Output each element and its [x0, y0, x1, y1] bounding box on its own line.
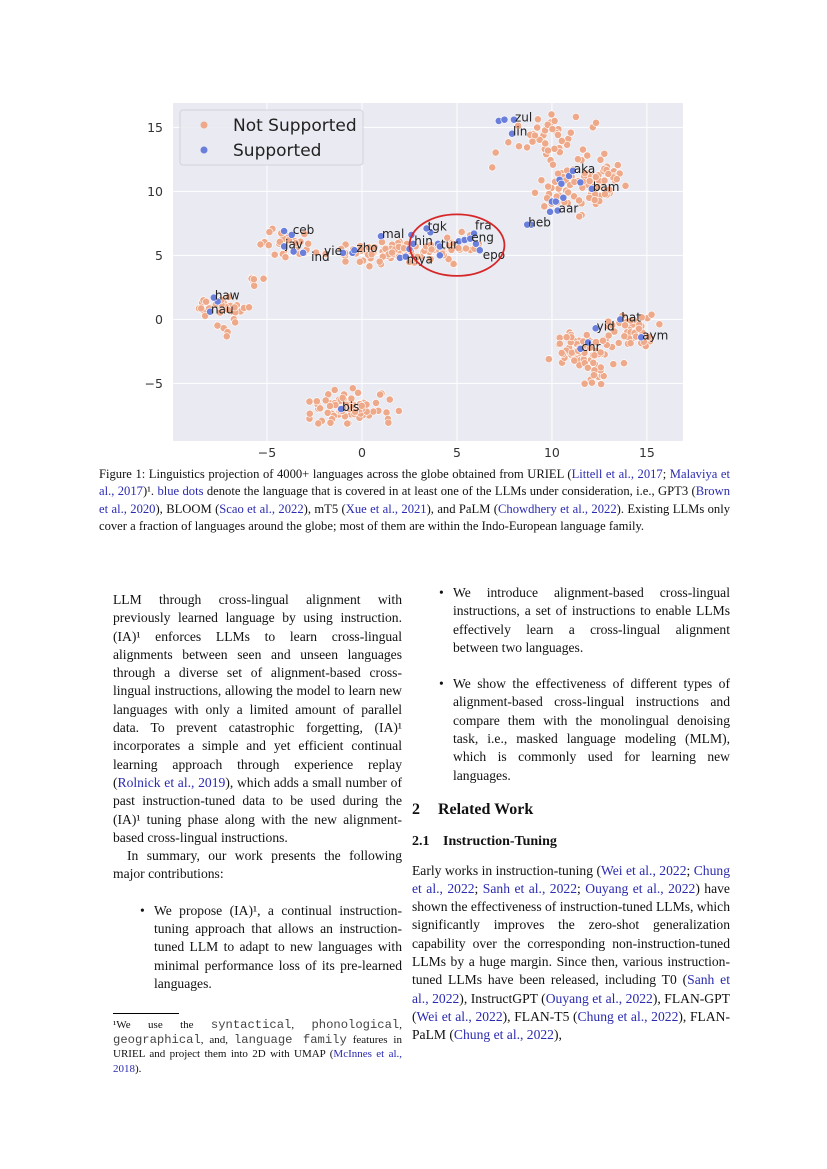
text-run: ), BLOOM ( [155, 501, 220, 516]
not-supported-point [544, 183, 551, 190]
citation-link[interactable]: McInnes et al., 2018 [113, 1048, 403, 1076]
citation-link[interactable]: Xue et al., 2021 [345, 501, 427, 516]
language-label: aka [573, 161, 596, 176]
subsection-heading [412, 833, 730, 851]
supported-point [546, 208, 553, 215]
language-label: yid [596, 319, 615, 334]
text-run: We show the effectiveness of different types of alignment-based cross-lingual instructions and compare them with the monolingual denoising task, i.e., masked language modeling (MLM), which is commonly used for learning new languages. [453, 676, 730, 783]
not-supported-point [306, 398, 313, 405]
text-run: ). Existing LLMs only cover a fraction of languages around the globe; most of them are within the Indo-European language family. [99, 501, 731, 534]
not-supported-point [282, 254, 289, 261]
not-supported-point [223, 333, 230, 340]
supported-point [281, 227, 288, 234]
x-tick-label: 5 [452, 445, 461, 460]
text-run: We introduce alignment-based cross-lingual instructions, a set of instructions to enable LLMs effectively learn a cross-lingual alignment between two languages. [453, 585, 730, 655]
language-label: aym [642, 328, 669, 343]
contribution-item [412, 584, 730, 657]
text-run: Early works in instruction-tuning ( [412, 862, 601, 878]
not-supported-point [627, 340, 634, 347]
right-column [412, 584, 730, 1045]
text-run: ; [577, 880, 586, 896]
not-supported-point [370, 408, 377, 415]
figure-caption [99, 466, 730, 536]
not-supported-point [615, 339, 622, 346]
not-supported-point [549, 125, 556, 132]
not-supported-point [571, 357, 578, 364]
language-label: mal [381, 227, 405, 242]
language-label: epo [482, 248, 506, 263]
citation-link[interactable]: Littell et al., 2017 [571, 467, 663, 481]
text-run: ), which adds a small number of past instruction-tuned data to be used during the (IA)¹ tuning phase along with the new alignment-based cross-lingual instructions. [113, 774, 402, 845]
not-supported-point [349, 385, 356, 392]
not-supported-point [232, 319, 239, 326]
text-run: ; [686, 862, 694, 878]
footnote-rule [113, 1013, 179, 1014]
x-tick-label: 15 [638, 445, 655, 460]
section-title: Related Work [438, 800, 534, 818]
not-supported-point [377, 391, 384, 398]
text-run: LLM through cross-lingual alignment with previously learned language by using instruction. (IA)¹ enforces LLMs to learn cross-lingual alignments between seen and unseen languages through a diverse set of alignment-based cross-lingual instructions, allowing the model to learn new languages with only a limited amount of parallel data. To prevent catastrophic forgetting, (IA)¹ incorporates a simple and yet efficient continual learning approach through experience replay ( [113, 592, 402, 790]
feature-name: phonological [311, 1018, 400, 1033]
section-number: 2 [412, 800, 420, 818]
not-supported-point [356, 258, 363, 265]
not-supported-point [214, 322, 221, 329]
not-supported-point [492, 149, 499, 156]
not-supported-point [622, 182, 629, 189]
language-label: lin [513, 124, 528, 139]
language-label: haw [214, 288, 240, 303]
not-supported-point [610, 361, 617, 368]
text-run: ), FLAN-T5 ( [502, 1008, 578, 1024]
text-run: , [291, 1019, 312, 1032]
not-supported-point [614, 161, 621, 168]
legend [180, 110, 363, 165]
not-supported-point [583, 331, 590, 338]
text-run: ), FLAN-PaLM ( [412, 1008, 730, 1043]
citation-link[interactable]: Chung et al., 2022 [577, 1008, 679, 1024]
text-run: Figure 1: Linguistics projection of 4000+ languages across the globe obtained from URIEL ( [99, 467, 572, 481]
not-supported-point [489, 164, 496, 171]
bullet-icon: • [439, 676, 444, 692]
not-supported-point [620, 360, 627, 367]
not-supported-point [383, 409, 390, 416]
not-supported-point [563, 334, 570, 341]
language-label: hat [621, 310, 641, 325]
text-run: denote the language that is covered in at least one of the LLMs under consideration, i.e., GPT3 ( [203, 484, 696, 499]
language-label: bam [592, 179, 620, 194]
not-supported-point [344, 420, 351, 427]
not-supported-point [342, 258, 349, 265]
not-supported-point [590, 372, 597, 379]
not-supported-point [588, 379, 595, 386]
language-label: mya [406, 252, 433, 267]
language-label: tur [440, 237, 459, 252]
citation-link[interactable]: Rolnick et al., 2019 [117, 774, 226, 790]
not-supported-point [523, 144, 530, 151]
not-supported-point [327, 419, 334, 426]
not-supported-point [551, 145, 558, 152]
citation-link[interactable]: Brown et al., 2020 [99, 484, 730, 516]
summary-paragraph [113, 847, 402, 884]
not-supported-point [584, 152, 591, 159]
not-supported-point [305, 240, 312, 247]
language-label: bis [342, 399, 360, 414]
citation-link[interactable]: Chowdhery et al., 2022 [498, 501, 617, 516]
not-supported-point [386, 396, 393, 403]
not-supported-point [544, 147, 551, 154]
not-supported-point [265, 242, 272, 249]
text-run: ), and PaLM ( [426, 501, 498, 516]
not-supported-point [542, 140, 549, 147]
not-supported-point [395, 407, 402, 414]
language-label: ceb [292, 222, 315, 237]
not-supported-point [505, 139, 512, 146]
contribution-item [113, 902, 402, 993]
subsection-title: Instruction-Tuning [443, 834, 557, 850]
instruction-tuning-paragraph [412, 862, 730, 1045]
not-supported-point [260, 275, 267, 282]
citation-link[interactable]: Chung et al., 2022 [453, 1027, 554, 1043]
not-supported-point [551, 117, 558, 124]
not-supported-point [313, 398, 320, 405]
supported-point [577, 179, 584, 186]
x-tick-label: 10 [543, 445, 560, 460]
supported-point [558, 180, 565, 187]
section-heading [412, 801, 730, 819]
not-supported-point [245, 304, 252, 311]
y-tick-label: 15 [147, 119, 163, 135]
not-supported-point [203, 298, 210, 305]
language-label: chr [581, 339, 601, 354]
not-supported-point [538, 177, 545, 184]
not-supported-point [549, 161, 556, 168]
not-supported-point [515, 143, 522, 150]
text-run: )¹. [142, 484, 158, 499]
not-supported-point [605, 170, 612, 177]
not-supported-point [251, 282, 258, 289]
figure-1-scatter [0, 0, 827, 470]
not-supported-point [250, 276, 257, 283]
text-run: ), mT5 ( [303, 501, 346, 516]
x-tick-label: 0 [358, 445, 366, 460]
language-label: tgk [427, 219, 447, 234]
not-supported-point [317, 405, 324, 412]
not-supported-point [372, 399, 379, 406]
not-supported-point [271, 251, 278, 258]
citation-link[interactable]: Wei et al., 2022 [600, 862, 687, 878]
not-supported-point [591, 196, 598, 203]
not-supported-point [462, 245, 469, 252]
citation-link[interactable]: blue dots [157, 484, 204, 499]
text-run: ). [135, 1063, 142, 1076]
not-supported-point [529, 138, 536, 145]
text-run: ), FLAN-GPT ( [412, 990, 730, 1024]
text-run: , and, [200, 1033, 234, 1046]
text-run: ), InstructGPT ( [459, 990, 546, 1006]
language-label: vie [324, 243, 342, 258]
citation-link[interactable]: Sanh et al., 2022 [412, 972, 730, 1006]
language-label: nau [211, 302, 234, 317]
intro-paragraph [113, 591, 402, 847]
not-supported-point [581, 380, 588, 387]
supported-point [560, 194, 567, 201]
y-tick-label: −5 [144, 375, 163, 391]
citation-link[interactable]: Chung et al., 2022 [412, 862, 730, 896]
bullet-icon: • [439, 585, 444, 600]
not-supported-point [548, 111, 555, 118]
text-run: ¹We use the [113, 1019, 211, 1032]
not-supported-point [331, 386, 338, 393]
not-supported-point [197, 305, 204, 312]
not-supported-point [366, 263, 373, 270]
citation-link[interactable]: Scao et al., 2022 [219, 501, 304, 516]
citation-link[interactable]: Malaviya et al., 2017 [99, 467, 730, 499]
not-supported-point [534, 116, 541, 123]
not-supported-point [541, 203, 548, 210]
contributions-list-cont [412, 584, 730, 785]
not-supported-point [376, 258, 383, 265]
not-supported-point [531, 189, 538, 196]
feature-name: syntactical [210, 1018, 292, 1033]
contributions-list [113, 902, 402, 993]
contribution-item [412, 675, 730, 785]
text-run: , [399, 1019, 402, 1032]
language-label: heb [528, 215, 551, 230]
not-supported-point [590, 359, 597, 366]
not-supported-point [579, 146, 586, 153]
language-label: eng [471, 230, 494, 245]
text-run: ; [474, 880, 483, 896]
not-supported-point [554, 131, 561, 138]
footnote [113, 1018, 402, 1076]
not-supported-point [266, 228, 273, 235]
not-supported-point [572, 113, 579, 120]
text-run: ) have shown the effectiveness of instruction-tuned LLMs, which significantly improves the zero-shot generalization capability over the corresponding non-instruction-tuned LLMs by a huge margin. Since then, various instruction-tuned LLMs have been released, including T0 ( [412, 880, 730, 988]
not-supported-point [257, 241, 264, 248]
y-tick-label: 10 [147, 183, 163, 199]
legend-marker-supported [201, 147, 208, 154]
y-tick-label: 5 [155, 247, 163, 263]
not-supported-point [567, 129, 574, 136]
text-run: In summary, our work presents the following major contributions: [113, 848, 402, 882]
language-label: aar [558, 201, 579, 216]
citation-link[interactable]: Sanh et al., 2022 [482, 880, 577, 896]
not-supported-point [315, 420, 322, 427]
x-tick-label: −5 [257, 445, 277, 460]
not-supported-point [324, 409, 331, 416]
text-run: ; [662, 467, 670, 481]
language-label: fra [475, 218, 492, 233]
text-run: features in URIEL and project them into 2D with UMAP ( [113, 1033, 402, 1061]
subsection-number: 2.1 [412, 834, 430, 850]
y-tick-label: 0 [155, 311, 163, 327]
not-supported-point [597, 156, 604, 163]
not-supported-point [598, 381, 605, 388]
bullet-icon: • [140, 902, 145, 918]
not-supported-point [621, 333, 628, 340]
legend-marker-not-supported [201, 122, 208, 129]
text-run: ), [553, 1027, 562, 1043]
not-supported-point [388, 249, 395, 256]
language-label: ind [311, 249, 330, 264]
not-supported-point [656, 321, 663, 328]
citation-link[interactable]: Ouyang et al., 2022 [545, 990, 653, 1006]
not-supported-point [558, 349, 565, 356]
not-supported-point [592, 119, 599, 126]
not-supported-point [385, 419, 392, 426]
supported-point [436, 252, 443, 259]
supported-point [501, 116, 508, 123]
language-label: hin [414, 233, 433, 248]
citation-link[interactable]: Wei et al., 2022 [416, 1008, 503, 1024]
feature-name: geographical [113, 1032, 201, 1047]
feature-name: language family [233, 1032, 347, 1047]
not-supported-point [534, 124, 541, 131]
language-label: zul [514, 110, 533, 125]
legend-label-supported: Supported [233, 141, 322, 161]
not-supported-point [458, 228, 465, 235]
language-label: jav [285, 237, 303, 252]
text-run: We propose (IA)¹, a continual instruction-tuning approach that allows an instruction-tuned LLM to adapt to new languages with minimal performance loss of its pre-learned languages. [154, 902, 402, 991]
not-supported-point [322, 397, 329, 404]
not-supported-point [556, 340, 563, 347]
not-supported-point [545, 356, 552, 363]
not-supported-point [306, 410, 313, 417]
left-column [113, 591, 402, 1077]
legend-label-not-supported: Not Supported [233, 116, 357, 136]
not-supported-point [648, 311, 655, 318]
language-label: zho [356, 241, 378, 256]
citation-link[interactable]: Ouyang et al., 2022 [585, 880, 696, 896]
